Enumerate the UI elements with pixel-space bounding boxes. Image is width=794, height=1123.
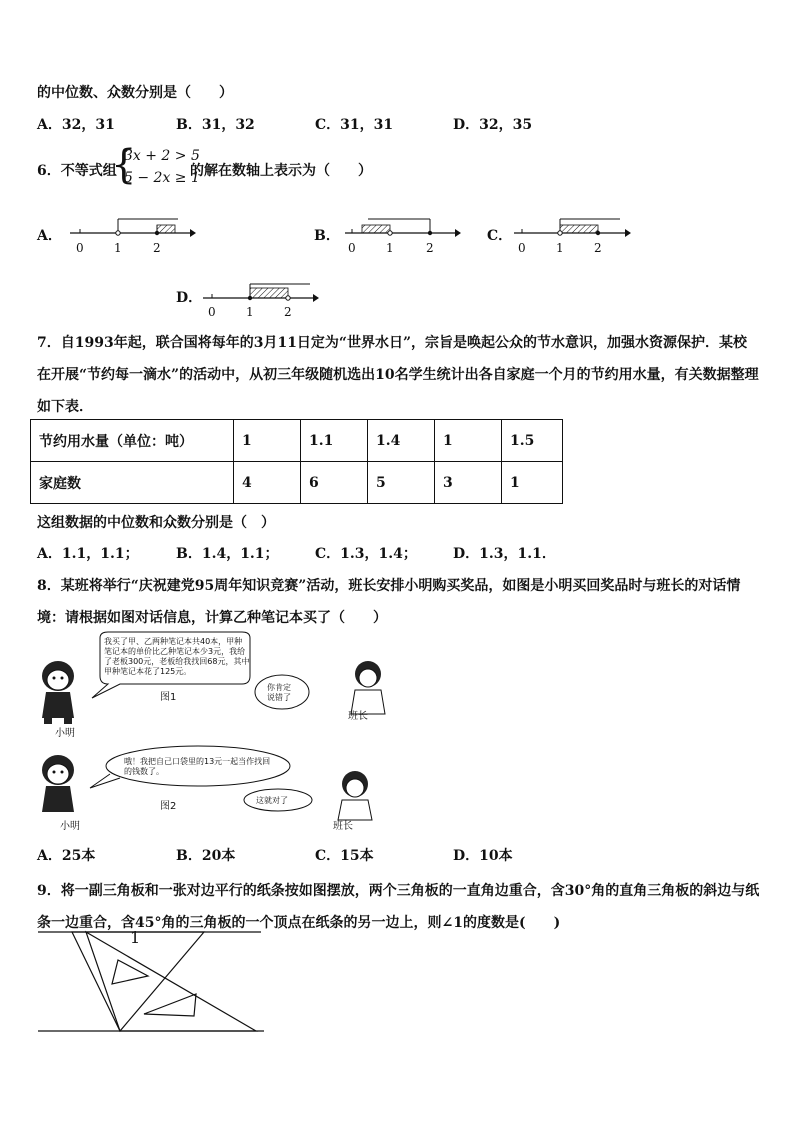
table-cell: 1.1 [301, 420, 368, 462]
q8-bubble-1-text: 我买了甲、乙两种笔记本共40本，甲种笔记本的单价比乙种笔记本少3元，我给了老板300元，老板给我找回68元，其中甲种笔记本花了125元。 [104, 637, 250, 676]
q7-table [30, 419, 563, 504]
q5-option-d: D．32，35 [453, 117, 533, 133]
q5-option-c: C．31，31 [315, 117, 394, 133]
q8-reply-2-text: 这就对了 [256, 796, 288, 805]
tick-d-2: 2 [284, 305, 292, 319]
tick-b-1: 1 [386, 241, 394, 255]
table-cell: 1 [502, 462, 563, 504]
table-cell: 1 [234, 420, 301, 462]
number-line-d [203, 284, 319, 302]
number-line-b [345, 219, 461, 237]
q6-suffix: 的解在数轴上表示为（ ） [190, 163, 372, 179]
q8-xiaoming-label-1: 小明 [55, 728, 75, 739]
q8-fig2-caption: 图2 [160, 801, 177, 812]
q8-option-c: C．15本 [315, 848, 374, 864]
table-cell: 6 [301, 462, 368, 504]
q8-xiaoming-label-2: 小明 [60, 821, 80, 832]
q5-option-b: B．31，32 [176, 117, 255, 133]
q7-option-d: D．1.3，1.1． [453, 546, 556, 562]
q6-inequality-1: 3x + 2 > 5 [124, 148, 200, 164]
tick-b-0: 0 [348, 241, 356, 255]
table-cell: 5 [368, 462, 435, 504]
table-cell: 1 [435, 420, 502, 462]
q8-option-b: B．20本 [176, 848, 236, 864]
q6-prefix: 6．不等式组 [37, 163, 117, 179]
girl-figure-2 [338, 771, 372, 820]
q5-stem-tail: 的中位数、众数分别是（ ） [37, 85, 233, 101]
q8-option-d: D．10本 [453, 848, 513, 864]
q8-option-a: A．25本 [37, 848, 96, 864]
tick-c-2: 2 [594, 241, 602, 255]
table-cell: 3 [435, 462, 502, 504]
q9-triangle-figure [36, 928, 276, 1038]
table-cell: 家庭数 [31, 462, 234, 504]
boy-figure-2 [42, 755, 74, 812]
table-cell: 1.4 [368, 420, 435, 462]
q6-label-b: B． [314, 228, 340, 244]
q5-option-a: A．32，31 [37, 117, 115, 133]
q7-option-a: A．1.1，1.1； [37, 546, 139, 562]
q7-option-b: B．1.4，1.1； [176, 546, 279, 562]
tick-d-1: 1 [246, 305, 254, 319]
tick-a-0: 0 [76, 241, 84, 255]
tick-c-0: 0 [518, 241, 526, 255]
q8-banzhang-label-2: 班长 [333, 821, 353, 832]
q6-label-a: A． [37, 228, 62, 244]
table-row [31, 420, 563, 462]
q6-number-lines [0, 205, 794, 315]
table-cell: 1.5 [502, 420, 563, 462]
tick-b-2: 2 [426, 241, 434, 255]
q6-inequality-2: 5 − 2x ≥ 1 [124, 170, 200, 186]
q8-stem: 8．某班将举行“庆祝建党95周年知识竞赛”活动，班长安排小明购买奖品，如图是小明买回奖品时与班长的对话情境：请根据如图对话信息，计算乙种笔记本买了（ ） [37, 578, 741, 626]
tick-a-2: 2 [153, 241, 161, 255]
boy-figure-1 [42, 661, 74, 724]
table-cell: 节约用水量（单位：吨） [31, 420, 234, 462]
q9-angle-label: 1 [130, 928, 141, 947]
q6-brace: { [111, 142, 137, 188]
tick-c-1: 1 [556, 241, 564, 255]
q9-stem: 9．将一副三角板和一张对边平行的纸条按如图摆放，两个三角板的一直角边重合，含30°角的直角三角板的斜边与纸条一边重合，含45°角的三角板的一个顶点在纸条的另一边上，则∠1的度数是( ) [37, 883, 760, 931]
q6-label-c: C． [487, 228, 513, 244]
q7-question: 这组数据的中位数和众数分别是（ ） [37, 515, 275, 531]
tick-d-0: 0 [208, 305, 216, 319]
q8-banzhang-label-1: 班长 [348, 711, 368, 722]
tick-a-1: 1 [114, 241, 122, 255]
number-line-a [70, 219, 196, 237]
q7-option-c: C．1.3，1.4； [315, 546, 417, 562]
q8-bubble-2-text: 哦！我把自己口袋里的13元一起当作找回的钱数了。 [124, 757, 271, 776]
q6-label-d: D． [176, 290, 203, 306]
q8-fig1-caption: 图1 [160, 692, 177, 703]
table-cell: 4 [234, 462, 301, 504]
q7-stem: 7．自1993年起，联合国将每年的3月11日定为“世界水日”，宗旨是唤起公众的节水意识，加强水资源保护．某校在开展“节约每一滴水”的活动中，从初三年级随机选出10名学生统计出各自家庭一个月的节约用水量，有关数据整理如下表． [37, 335, 759, 415]
number-line-c [514, 219, 631, 237]
table-row [31, 462, 563, 504]
q8-reply-1-text: 你肯定说错了 [267, 683, 291, 702]
